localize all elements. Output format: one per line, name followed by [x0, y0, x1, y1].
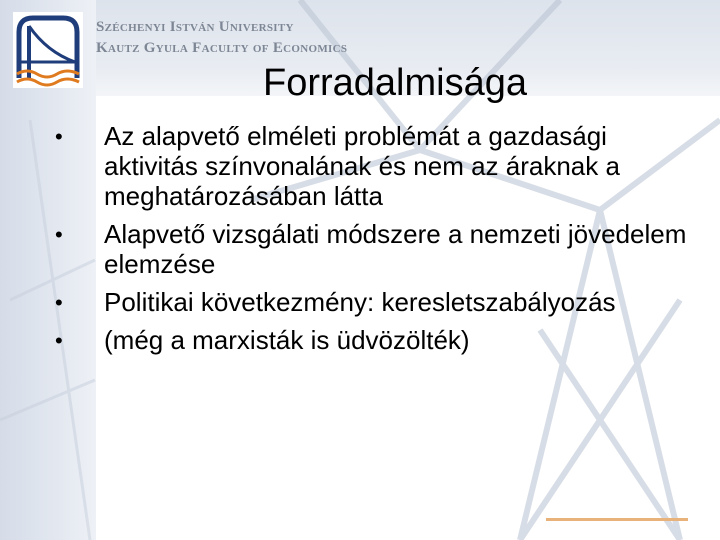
- faculty-name: Kautz Gyula Faculty of Economics: [96, 40, 348, 56]
- footer-accent-line: [546, 518, 688, 521]
- bullet-item: [52, 219, 692, 279]
- bridge-logo-icon: [13, 12, 83, 88]
- bullet-list: [52, 121, 692, 363]
- bullet-text: Alapvető vizsgálati módszere a nemzeti jövedelem elemzése: [104, 219, 687, 279]
- bullet-text: Az alapvető elméleti problémát a gazdasági aktivitás színvonalának és nem az áraknak a meghatározásában látta: [104, 121, 620, 211]
- slide-title: Forradalmisága: [263, 62, 527, 104]
- bullet-dot-icon: •: [55, 328, 63, 353]
- university-name: Széchenyi István University: [96, 19, 294, 35]
- bullet-dot-icon: •: [55, 124, 63, 149]
- bullet-item: [52, 325, 692, 355]
- bullet-item: [52, 121, 692, 211]
- bullet-dot-icon: •: [55, 290, 63, 315]
- bullet-dot-icon: •: [55, 222, 63, 247]
- bullet-item: [52, 287, 692, 317]
- bullet-text: (még a marxisták is üdvözölték): [104, 325, 470, 355]
- bullet-text: Politikai következmény: keresletszabályozás: [104, 287, 616, 317]
